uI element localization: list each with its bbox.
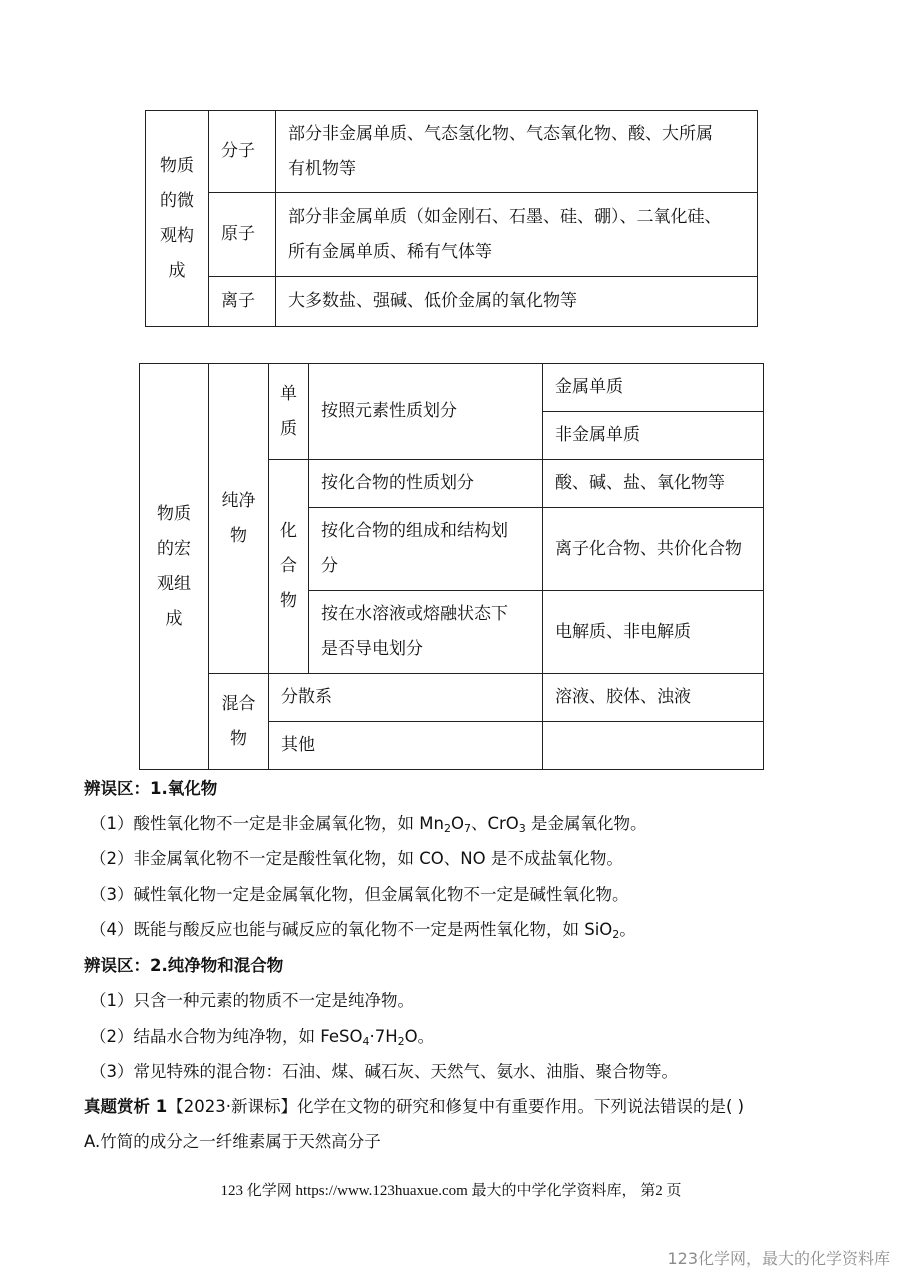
question-option-a: A.竹简的成分之一纤维素属于天然高分子 bbox=[84, 1132, 381, 1151]
mixture-result-dispersion: 溶液、胶体、浊液 bbox=[543, 674, 764, 722]
element-basis: 按照元素性质划分 bbox=[309, 364, 543, 460]
section1-title: 辨误区：1.氧化物 bbox=[84, 779, 218, 798]
watermark: 123化学网，最大的化学资料库 bbox=[667, 1249, 890, 1268]
micro-type-molecule: 分子 bbox=[209, 111, 276, 193]
compound-result-structure: 离子化合物、共价化合物 bbox=[543, 508, 764, 591]
element-result-nonmetal: 非金属单质 bbox=[543, 412, 764, 460]
element-result-metal: 金属单质 bbox=[543, 364, 764, 412]
compound-cell: 化 合 物 bbox=[269, 460, 309, 674]
mixture-cell: 混合 物 bbox=[209, 674, 269, 770]
micro-type-atom: 原子 bbox=[209, 193, 276, 277]
mixture-basis-other: 其他 bbox=[269, 722, 543, 770]
micro-header-cell: 物质 的微 观构 成 bbox=[146, 111, 209, 327]
compound-result-conductivity: 电解质、非电解质 bbox=[543, 591, 764, 674]
section2-item-2: （2）结晶水合物为纯净物，如 $FeSO_4\cdot 7H_2O$。 bbox=[90, 1027, 435, 1048]
element-cell: 单 质 bbox=[269, 364, 309, 460]
compound-result-property: 酸、碱、盐、氧化物等 bbox=[543, 460, 764, 508]
section1-item-2: （2）非金属氧化物不一定是酸性氧化物，如 CO、NO 是不成盐氧化物。 bbox=[90, 849, 623, 868]
compound-basis-conductivity: 按在水溶液或熔融状态下 是否导电划分 bbox=[309, 591, 543, 674]
micro-desc-atom: 部分非金属单质（如金刚石、石墨、硅、硼）、二氧化硅、 所有金属单质、稀有气体等 bbox=[276, 193, 758, 277]
section2-item-3: （3）常见特殊的混合物：石油、煤、碱石灰、天然气、氨水、油脂、聚合物等。 bbox=[90, 1062, 678, 1081]
question-label: 真题赏析 1 bbox=[84, 1097, 168, 1116]
question-line bbox=[84, 1096, 744, 1118]
macro-composition-table bbox=[139, 363, 764, 770]
mixture-result-other bbox=[543, 722, 764, 770]
pure-substance-cell: 纯净 物 bbox=[209, 364, 269, 674]
mixture-basis-dispersion: 分散系 bbox=[269, 674, 543, 722]
page-footer: 123 化学网 https://www.123huaxue.com 最大的中学化学资料库， 第2 页 bbox=[220, 1183, 682, 1199]
compound-basis-property: 按化合物的性质划分 bbox=[309, 460, 543, 508]
section1-item-1: （1）酸性氧化物不一定是非金属氧化物，如 $Mn_2O_7$、CrO$_3$ 是金属氧化物。 bbox=[90, 814, 647, 835]
micro-desc-molecule: 部分非金属单质、气态氢化物、气态氧化物、酸、大所属 有机物等 bbox=[276, 111, 758, 193]
micro-desc-ion: 大多数盐、强碱、低价金属的氧化物等 bbox=[276, 277, 758, 327]
micro-structure-table bbox=[145, 110, 758, 327]
section1-item-4: （4）既能与酸反应也能与碱反应的氧化物不一定是两性氧化物，如 SiO$_2$。 bbox=[90, 920, 636, 941]
macro-header-cell: 物质 的宏 观组 成 bbox=[140, 364, 209, 770]
question-text: 【2023·新课标】化学在文物的研究和修复中有重要作用。下列说法错误的是( ) bbox=[167, 1097, 745, 1116]
section2-item-1: （1）只含一种元素的物质不一定是纯净物。 bbox=[90, 991, 414, 1010]
section1-item-3: （3）碱性氧化物一定是金属氧化物，但金属氧化物不一定是碱性氧化物。 bbox=[90, 885, 629, 904]
micro-type-ion: 离子 bbox=[209, 277, 276, 327]
section2-title: 辨误区：2.纯净物和混合物 bbox=[84, 956, 284, 975]
compound-basis-structure: 按化合物的组成和结构划 分 bbox=[309, 508, 543, 591]
